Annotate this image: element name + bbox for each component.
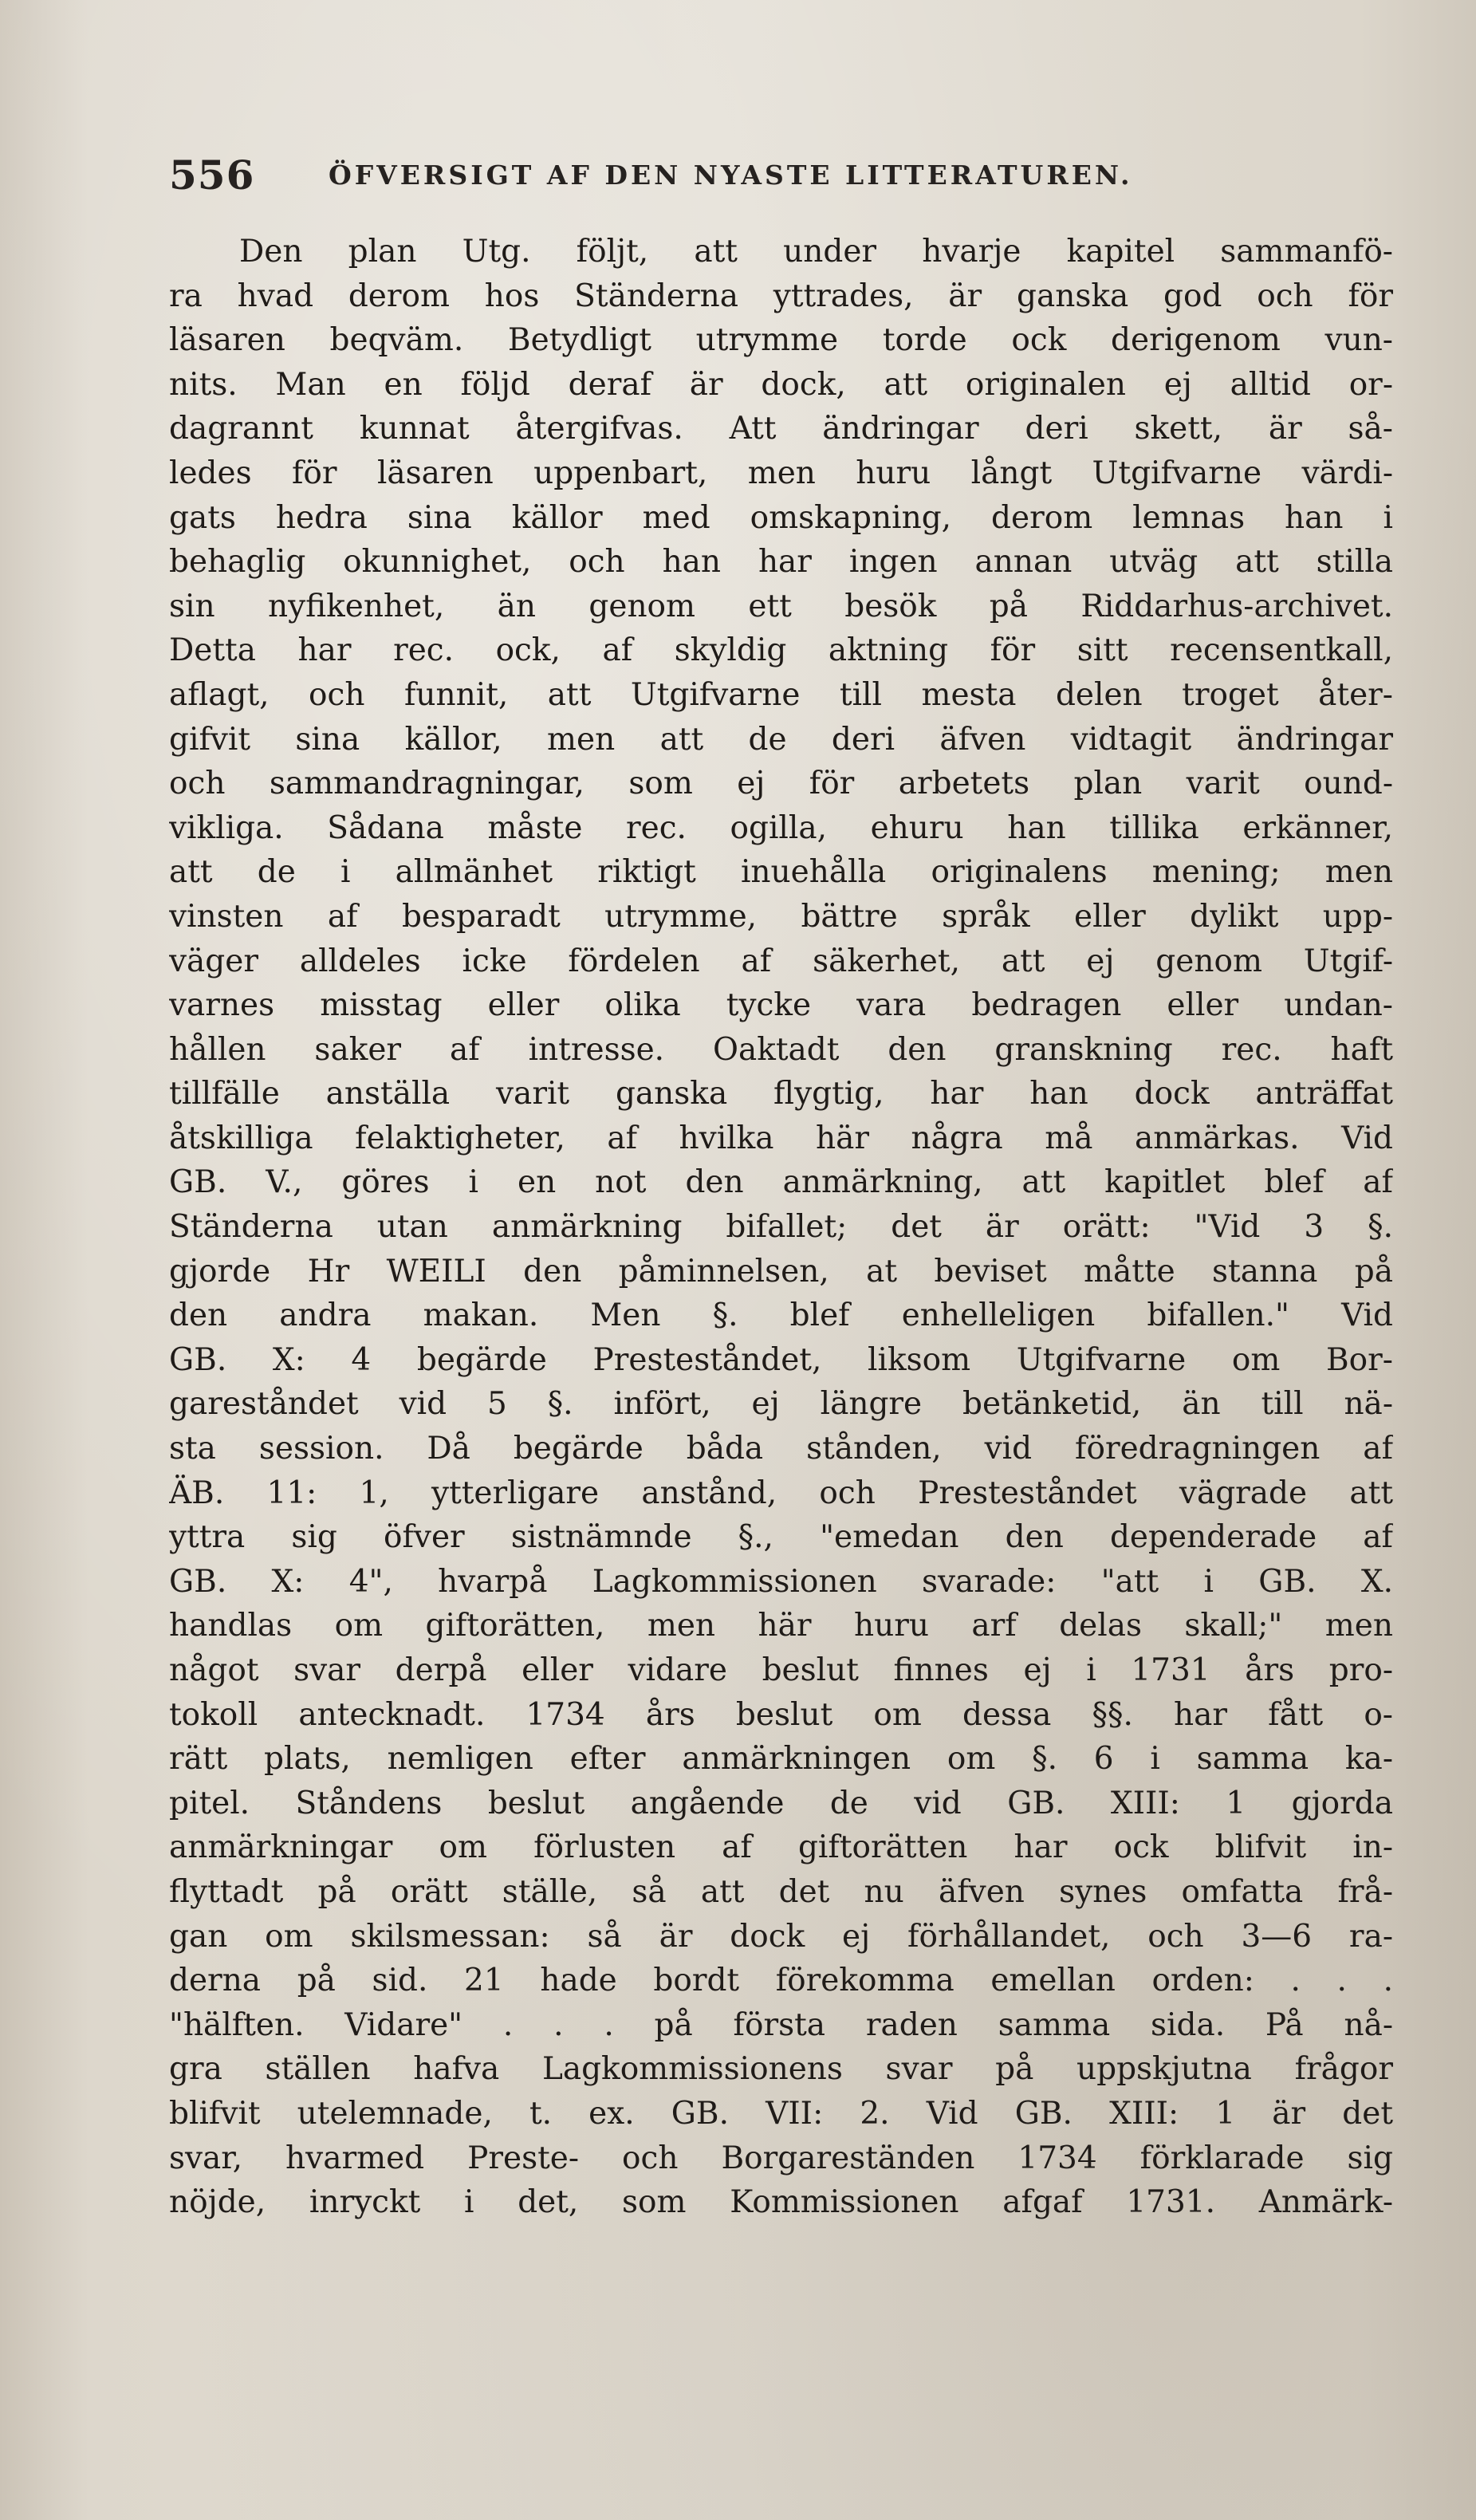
text-line: tokoll antecknadt. 1734 års beslut om dessa §§. har fått o-: [169, 1696, 1393, 1733]
text-line: att de i allmänhet riktigt inuehålla originalens mening; men: [169, 854, 1393, 891]
text-line: vikliga. Sådana måste rec. ogilla, ehuru han tillika erkänner,: [169, 809, 1393, 846]
text-line: nits. Man en följd deraf är dock, att originalen ej alltid or-: [169, 366, 1393, 403]
text-line: tillfälle anställa varit ganska flygtig, har han dock anträffat: [169, 1076, 1393, 1112]
text-line: hållen saker af intresse. Oaktadt den granskning rec. haft: [169, 1031, 1393, 1068]
text-line: den andra makan. Men §. blef enhelleligen bifallen." Vid: [169, 1297, 1393, 1334]
text-line: ledes för läsaren uppenbart, men huru långt Utgifvarne värdi-: [169, 455, 1393, 491]
text-line: och sammandragningar, som ej för arbetets plan varit ound-: [169, 766, 1393, 802]
text-line: ÄB. 11: 1, ytterligare anstånd, och Presteståndet vägrade att: [169, 1475, 1393, 1511]
body-text: [169, 230, 1393, 2225]
page-number: 556: [169, 152, 255, 199]
text-line: varnes misstag eller olika tycke vara bedragen eller undan-: [169, 987, 1393, 1024]
text-line: Detta har rec. ock, af skyldig aktning för sitt recensentkall,: [169, 632, 1393, 669]
text-line: rätt plats, nemligen efter anmärkningen om §. 6 i samma ka-: [169, 1741, 1393, 1778]
text-line: GB. V., göres i en not den anmärkning, att kapitlet blef af: [169, 1164, 1393, 1201]
text-line: gan om skilsmessan: så är dock ej förhållandet, och 3—6 ra-: [169, 1918, 1393, 1955]
text-line: flyttadt på orätt ställe, så att det nu äfven synes omfatta frå-: [169, 1873, 1393, 1910]
text-line: väger alldeles icke fördelen af säkerhet, att ej genom Utgif-: [169, 943, 1393, 979]
text-line: behaglig okunnighet, och han har ingen annan utväg att stilla: [169, 544, 1393, 581]
text-line: gareståndet vid 5 §. infört, ej längre betänketid, än till nä-: [169, 1386, 1393, 1423]
text-line: nöjde, inryckt i det, som Kommissionen afgaf 1731. Anmärk-: [169, 2184, 1393, 2221]
text-line: pitel. Ståndens beslut angående de vid GB. XIII: 1 gjorda: [169, 1785, 1393, 1821]
text-line: gifvit sina källor, men att de deri äfven vidtagit ändringar: [169, 721, 1393, 758]
text-line: gra ställen hafva Lagkommissionens svar på uppskjutna frågor: [169, 2051, 1393, 2088]
text-line: yttra sig öfver sistnämnde §., "emedan den dependerade af: [169, 1519, 1393, 1556]
text-line: sta session. Då begärde båda stånden, vid föredragningen af: [169, 1431, 1393, 1467]
text-line: gats hedra sina källor med omskapning, derom lemnas han i: [169, 499, 1393, 536]
text-line: derna på sid. 21 hade bordt förekomma emellan orden: . . .: [169, 1963, 1393, 1999]
text-line: sin nyfikenhet, än genom ett besök på Riddarhus-archivet.: [169, 588, 1393, 624]
text-line: aflagt, och funnit, att Utgifvarne till mesta delen troget åter-: [169, 676, 1393, 713]
text-line: gjorde Hr WEILI den påminnelsen, at beviset måtte stanna på: [169, 1253, 1393, 1290]
text-line: något svar derpå eller vidare beslut finnes ej i 1731 års pro-: [169, 1652, 1393, 1688]
text-line: dagrannt kunnat återgifvas. Att ändringar deri skett, är så-: [169, 411, 1393, 447]
text-line: svar, hvarmed Preste- och Borgareständen 1734 förklarade sig: [169, 2140, 1393, 2176]
text-line: anmärkningar om förlusten af giftorätten har ock blifvit in-: [169, 1829, 1393, 1866]
text-line: handlas om giftorätten, men här huru arf delas skall;" men: [169, 1608, 1393, 1644]
text-line: ra hvad derom hos Ständerna yttrades, är ganska god och för: [169, 278, 1393, 314]
text-line: GB. X: 4 begärde Presteståndet, liksom Utgifvarne om Bor-: [169, 1341, 1393, 1378]
text-line: läsaren beqväm. Betydligt utrymme torde ock derigenom vun-: [169, 322, 1393, 359]
text-line: Den plan Utg. följt, att under hvarje kapitel sammanfö-: [239, 234, 1393, 270]
text-line: blifvit utelemnade, t. ex. GB. VII: 2. Vid GB. XIII: 1 är det: [169, 2095, 1393, 2132]
text-line: GB. X: 4", hvarpå Lagkommissionen svarade: "att i GB. X.: [169, 1563, 1393, 1600]
text-line: vinsten af besparadt utrymme, bättre språk eller dylikt upp-: [169, 898, 1393, 935]
text-line: Ständerna utan anmärkning bifallet; det är orätt: "Vid 3 §.: [169, 1209, 1393, 1246]
text-line: åtskilliga felaktigheter, af hvilka här några må anmärkas. Vid: [169, 1120, 1393, 1156]
running-head: [169, 144, 1309, 207]
running-title: ÖFVERSIGT AF DEN NYASTE LITTERATUREN.: [329, 159, 1133, 191]
text-line: "hälften. Vidare" . . . på första raden samma sida. På nå-: [169, 2006, 1393, 2043]
